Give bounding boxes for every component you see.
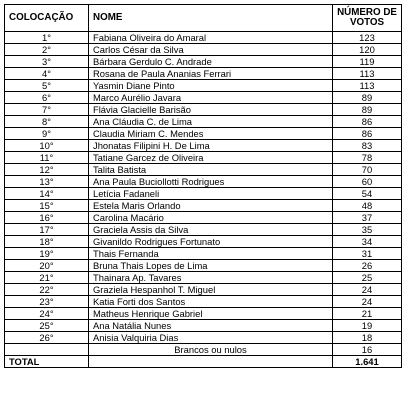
row-name: Matheus Henrique Gabriel <box>89 308 333 320</box>
total-name-cell <box>89 356 333 368</box>
row-position: 8° <box>5 116 89 128</box>
row-position: 6° <box>5 92 89 104</box>
table-row <box>5 272 402 284</box>
row-position: 24° <box>5 308 89 320</box>
table-row <box>5 68 402 80</box>
row-name: Bruna Thais Lopes de Lima <box>89 260 333 272</box>
row-name: Yasmin Diane Pinto <box>89 80 333 92</box>
row-name: Katia Forti dos Santos <box>89 296 333 308</box>
row-name: Estela Maris Orlando <box>89 200 333 212</box>
row-position: 9° <box>5 128 89 140</box>
table-row <box>5 104 402 116</box>
table-row <box>5 32 402 44</box>
row-votes: 86 <box>333 128 402 140</box>
results-table <box>4 4 402 368</box>
row-votes: 60 <box>333 176 402 188</box>
table-row <box>5 116 402 128</box>
row-name: Rosana de Paula Ananias Ferrari <box>89 68 333 80</box>
table-row <box>5 296 402 308</box>
row-position: 14° <box>5 188 89 200</box>
row-name: Anisia Valquiria Dias <box>89 332 333 344</box>
header-row <box>5 5 402 32</box>
row-position: 1° <box>5 32 89 44</box>
row-votes: 54 <box>333 188 402 200</box>
header-position: COLOCAÇÃO <box>5 5 89 32</box>
row-votes: 78 <box>333 152 402 164</box>
row-position: 19° <box>5 248 89 260</box>
blank-null-votes: 16 <box>333 344 402 356</box>
results-body <box>5 32 402 344</box>
row-name: Thais Fernanda <box>89 248 333 260</box>
row-votes: 25 <box>333 272 402 284</box>
table-row <box>5 128 402 140</box>
row-votes: 119 <box>333 56 402 68</box>
row-votes: 113 <box>333 80 402 92</box>
table-row <box>5 44 402 56</box>
header-votes: NÚMERO DE VOTOS <box>333 5 402 32</box>
row-position: 21° <box>5 272 89 284</box>
table-row <box>5 248 402 260</box>
table-row <box>5 200 402 212</box>
row-votes: 19 <box>333 320 402 332</box>
row-name: Givanildo Rodrigues Fortunato <box>89 236 333 248</box>
table-row <box>5 332 402 344</box>
row-position: 16° <box>5 212 89 224</box>
row-position: 3° <box>5 56 89 68</box>
blank-null-row <box>5 344 402 356</box>
row-name: Bárbara Gerdulo C. Andrade <box>89 56 333 68</box>
row-position: 12° <box>5 164 89 176</box>
row-position: 20° <box>5 260 89 272</box>
row-position: 15° <box>5 200 89 212</box>
table-row <box>5 56 402 68</box>
row-name: Jhonatas Filipini H. De Lima <box>89 140 333 152</box>
row-position: 5° <box>5 80 89 92</box>
row-name: Carlos César da Silva <box>89 44 333 56</box>
table-row <box>5 188 402 200</box>
row-votes: 26 <box>333 260 402 272</box>
table-row <box>5 140 402 152</box>
table-row <box>5 176 402 188</box>
row-votes: 89 <box>333 92 402 104</box>
blank-null-label: Brancos ou nulos <box>89 344 333 356</box>
row-votes: 24 <box>333 296 402 308</box>
row-position: 10° <box>5 140 89 152</box>
row-name: Tatiane Garcez de Oliveira <box>89 152 333 164</box>
table-row <box>5 164 402 176</box>
row-name: Flávia Glacielle Barisão <box>89 104 333 116</box>
table-row <box>5 320 402 332</box>
total-label: TOTAL <box>5 356 89 368</box>
row-votes: 21 <box>333 308 402 320</box>
total-votes: 1.641 <box>333 356 402 368</box>
row-position: 7° <box>5 104 89 116</box>
table-row <box>5 92 402 104</box>
row-position: 4° <box>5 68 89 80</box>
row-votes: 24 <box>333 284 402 296</box>
table-row <box>5 212 402 224</box>
table-row <box>5 236 402 248</box>
row-position: 26° <box>5 332 89 344</box>
table-row <box>5 152 402 164</box>
row-name: Talita Batista <box>89 164 333 176</box>
row-votes: 31 <box>333 248 402 260</box>
row-votes: 34 <box>333 236 402 248</box>
table-row <box>5 224 402 236</box>
row-votes: 70 <box>333 164 402 176</box>
row-votes: 18 <box>333 332 402 344</box>
row-name: Ana Cláudia C. de Lima <box>89 116 333 128</box>
row-name: Claudia Miriam C. Mendes <box>89 128 333 140</box>
row-votes: 37 <box>333 212 402 224</box>
row-votes: 123 <box>333 32 402 44</box>
row-votes: 113 <box>333 68 402 80</box>
table-row <box>5 284 402 296</box>
row-position: 22° <box>5 284 89 296</box>
row-votes: 89 <box>333 104 402 116</box>
row-name: Ana Paula Buciollotti Rodrigues <box>89 176 333 188</box>
row-position: 23° <box>5 296 89 308</box>
header-name: NOME <box>89 5 333 32</box>
row-position: 18° <box>5 236 89 248</box>
row-votes: 48 <box>333 200 402 212</box>
row-name: Thainara Ap. Tavares <box>89 272 333 284</box>
row-position: 11° <box>5 152 89 164</box>
table-row <box>5 308 402 320</box>
row-position: 17° <box>5 224 89 236</box>
table-row <box>5 80 402 92</box>
row-votes: 86 <box>333 116 402 128</box>
row-name: Marco Aurélio Javara <box>89 92 333 104</box>
row-votes: 83 <box>333 140 402 152</box>
row-votes: 35 <box>333 224 402 236</box>
row-name: Graciela Assis da Silva <box>89 224 333 236</box>
row-name: Letícia Fadaneli <box>89 188 333 200</box>
row-name: Ana Natália Nunes <box>89 320 333 332</box>
row-position: 2° <box>5 44 89 56</box>
row-name: Carolina Macário <box>89 212 333 224</box>
total-row <box>5 356 402 368</box>
row-name: Fabiana Oliveira do Amaral <box>89 32 333 44</box>
row-votes: 120 <box>333 44 402 56</box>
table-row <box>5 260 402 272</box>
row-position: 13° <box>5 176 89 188</box>
row-name: Graziela Hespanhol T. Miguel <box>89 284 333 296</box>
blank-null-position <box>5 344 89 356</box>
row-position: 25° <box>5 320 89 332</box>
